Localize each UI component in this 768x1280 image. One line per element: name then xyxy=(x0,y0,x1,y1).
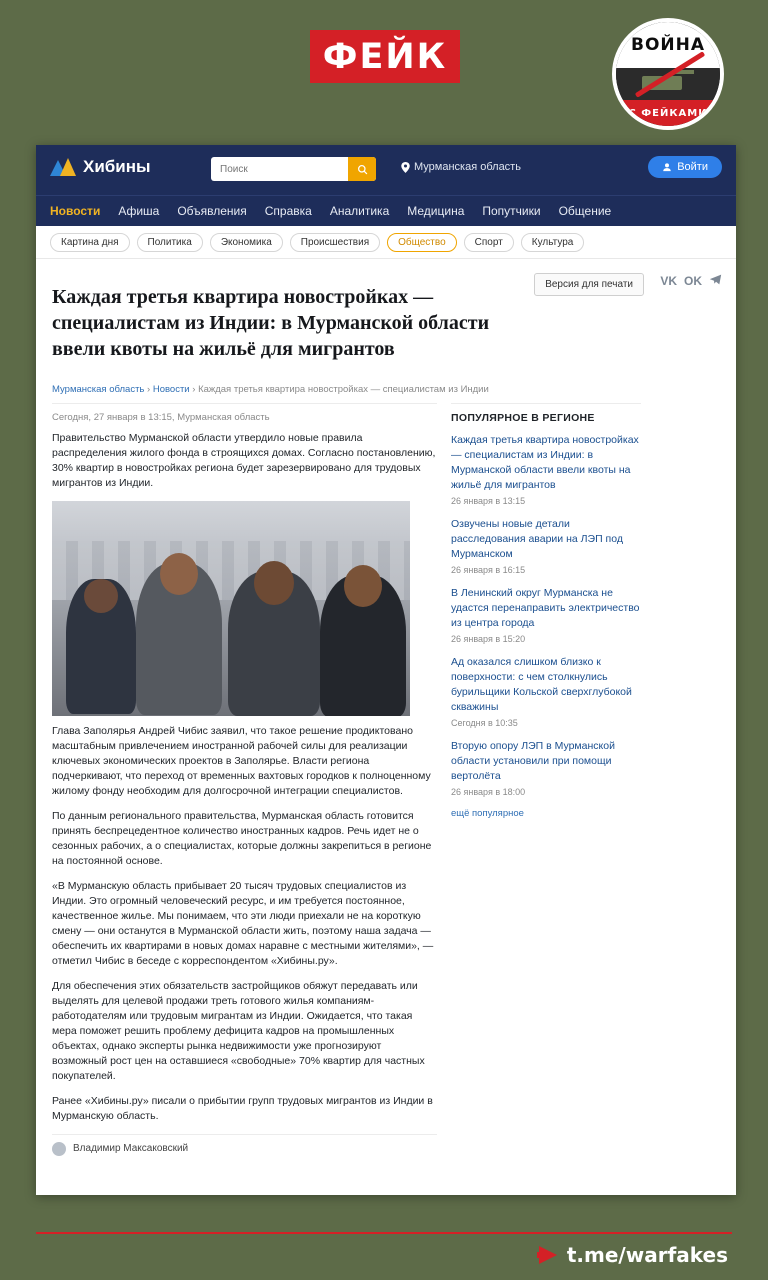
article-photo xyxy=(52,501,410,716)
search-icon[interactable] xyxy=(348,157,376,181)
article-column xyxy=(52,403,437,1156)
nav-item-spravka[interactable]: Справка xyxy=(264,204,312,218)
breadcrumb: Мурманская область › Новости › Каждая третья квартира новостройках — специалистам из Индии xyxy=(52,383,489,395)
vk-icon[interactable]: VK xyxy=(660,274,677,288)
sidebar-link-5[interactable]: Вторую опору ЛЭП в Мурманской области установили при помощи вертолёта xyxy=(451,739,615,782)
nav-item-obyavleniya[interactable]: Объявления xyxy=(177,204,247,218)
chip-obshestvo[interactable]: Общество xyxy=(387,233,457,252)
mountain-icon xyxy=(50,158,76,176)
search-box[interactable] xyxy=(211,157,376,181)
article-paragraph-1: Глава Заполярья Андрей Чибис заявил, что такое решение продиктовано масштабным привлечением иностранной рабочей силы для реализации ключевых экономических проектов в Заполярье. Власти региона подчеркивают, что переход от временных вахтовых городков к полноценному жилому фонду необходим для долгосрочной интеграции специалистов. xyxy=(52,724,431,797)
fake-stamp: ФЕЙК xyxy=(310,30,460,83)
content-columns xyxy=(36,403,736,1156)
logo-bottom-text: С ФЕЙКАМИ xyxy=(616,100,720,126)
chip-politika[interactable]: Политика xyxy=(137,233,203,252)
list-item[interactable] xyxy=(451,586,641,644)
chip-kartina-dnya[interactable]: Картина дня xyxy=(50,233,130,252)
ok-icon[interactable]: OK xyxy=(684,274,702,288)
telegram-icon[interactable] xyxy=(709,273,722,289)
nav-item-afisha[interactable]: Афиша xyxy=(118,204,160,218)
main-nav xyxy=(36,195,736,226)
sidebar-link-1[interactable]: Каждая третья квартира новостройках — специалистам из Индии: в Мурманской области ввели квоты на жильё для мигрантов xyxy=(451,433,639,491)
sidebar-time-4: Сегодня в 10:35 xyxy=(451,717,518,728)
list-item[interactable] xyxy=(451,433,641,506)
article-paragraph-3: «В Мурманскую область прибывает 20 тысяч трудовых специалистов из Индии. Это огромный человеческий ресурс, и им требуется постоянное, качественное жилье. Мы понимаем, что эти люди приехали не на короткую смену — они останутся в Мурманской области жить, поэтому наша задача — обеспечить их квартирами в новых домах наравне с местными жителями», — отметил Чибис в беседе с корреспондентом «Хибины.ру». xyxy=(52,879,434,967)
login-label: Войти xyxy=(677,161,708,173)
page-title: Каждая третья квартира новостройках — специалистам из Индии: в Мурманской области ввели квоты на жильё для мигрантов xyxy=(52,286,490,361)
login-button[interactable] xyxy=(648,156,722,178)
user-icon xyxy=(662,162,672,172)
bottom-divider xyxy=(36,1232,732,1234)
author-name: Владимир Максаковский xyxy=(73,1143,189,1155)
article-paragraph-4: Для обеспечения этих обязательств застройщиков обяжут передавать или выделять для целевой продажи треть готового жилья компаниям-работодателям или трудовым мигрантам из Индии. Ожидается, что такая мера поможет решить проблему дефицита кадров на промышленных объектах, однако эксперты рынка недвижимости уже прогнозируют возможный рост цен на оставшиеся «свободные» 70% квартир для частных покупателей. xyxy=(52,979,425,1082)
chip-kultura[interactable]: Культура xyxy=(521,233,585,252)
list-item[interactable] xyxy=(451,739,641,797)
telegram-channel xyxy=(537,1243,728,1267)
region-selector[interactable] xyxy=(401,161,521,173)
sidebar-time-2: 26 января в 16:15 xyxy=(451,564,526,575)
nav-item-medicina[interactable]: Медицина xyxy=(407,204,465,218)
chip-proisshestviya[interactable]: Происшествия xyxy=(290,233,380,252)
article-meta: Сегодня, 27 января в 13:15, Мурманская область xyxy=(52,411,270,423)
breadcrumb-region[interactable]: Мурманская область xyxy=(52,383,145,395)
logo-top-text: ВОЙНА xyxy=(616,22,720,68)
search-input[interactable] xyxy=(218,157,342,181)
sidebar-time-1: 26 января в 13:15 xyxy=(451,495,526,506)
print-version-button[interactable]: Версия для печати xyxy=(534,273,644,296)
list-item[interactable] xyxy=(451,517,641,575)
article-author xyxy=(52,1134,437,1156)
article-lead: Правительство Мурманской области утвердило новые правила распределения жилого фонда в строящихся домах. Согласно постановлению, 30% квартир в новостройках региона будет зарезервировано для трудовых мигрантов из Индии. xyxy=(52,431,436,489)
warfakes-logo xyxy=(612,18,724,130)
social-share xyxy=(660,273,722,289)
sidebar-link-2[interactable]: Озвучены новые детали расследования аварии на ЛЭП под Мурманском xyxy=(451,517,623,560)
nav-item-analitika[interactable]: Аналитика xyxy=(329,204,390,218)
breadcrumb-current: Каждая третья квартира новостройках — специалистам из Индии xyxy=(198,383,489,395)
article-paragraph-2: По данным регионального правительства, Мурманская область готовится принять беспрецедентное количество иностранных кадров. Речь идет не о сезонных рабочих, а о специалистах, которые должны закрепиться в регионе на постоянной основе. xyxy=(52,809,432,867)
article-paragraph-5: Ранее «Хибины.ру» писали о прибытии групп трудовых мигрантов из Индии в Мурманскую область. xyxy=(52,1094,433,1122)
warfakes-banner xyxy=(0,0,768,140)
site-header xyxy=(36,145,736,195)
nav-item-obshenie[interactable]: Общение xyxy=(558,204,612,218)
location-pin-icon xyxy=(401,162,410,173)
sidebar-link-4[interactable]: Ад оказался слишком близко к поверхности: с чем столкнулись бурильщики Кольской сверхглубокой скважины xyxy=(451,655,632,713)
sidebar-time-5: 26 января в 18:00 xyxy=(451,786,526,797)
sidebar-time-3: 26 января в 15:20 xyxy=(451,633,526,644)
nav-item-novosti[interactable]: Новости xyxy=(50,204,101,218)
chip-ekonomika[interactable]: Экономика xyxy=(210,233,283,252)
title-area xyxy=(36,259,736,380)
nav-item-poputchiki[interactable]: Попутчики xyxy=(482,204,541,218)
region-label: Мурманская область xyxy=(414,161,521,173)
chip-sport[interactable]: Спорт xyxy=(464,233,514,252)
site-logo[interactable] xyxy=(50,157,151,177)
article-screenshot xyxy=(36,145,736,1195)
category-chips xyxy=(36,226,736,259)
sidebar-popular xyxy=(451,403,641,1156)
sidebar-title: ПОПУЛЯРНОЕ В РЕГИОНЕ xyxy=(451,411,595,424)
more-popular-link[interactable]: ещё популярное xyxy=(451,807,524,819)
avatar xyxy=(52,1142,66,1156)
channel-handle: t.me/warfakes xyxy=(566,1243,728,1267)
site-name: Хибины xyxy=(83,157,151,176)
sidebar-link-3[interactable]: В Ленинский округ Мурманска не удастся перенаправить электричество из центра города xyxy=(451,586,640,629)
breadcrumb-news[interactable]: Новости xyxy=(152,383,190,395)
list-item[interactable] xyxy=(451,655,641,728)
arrow-icon xyxy=(537,1246,557,1264)
